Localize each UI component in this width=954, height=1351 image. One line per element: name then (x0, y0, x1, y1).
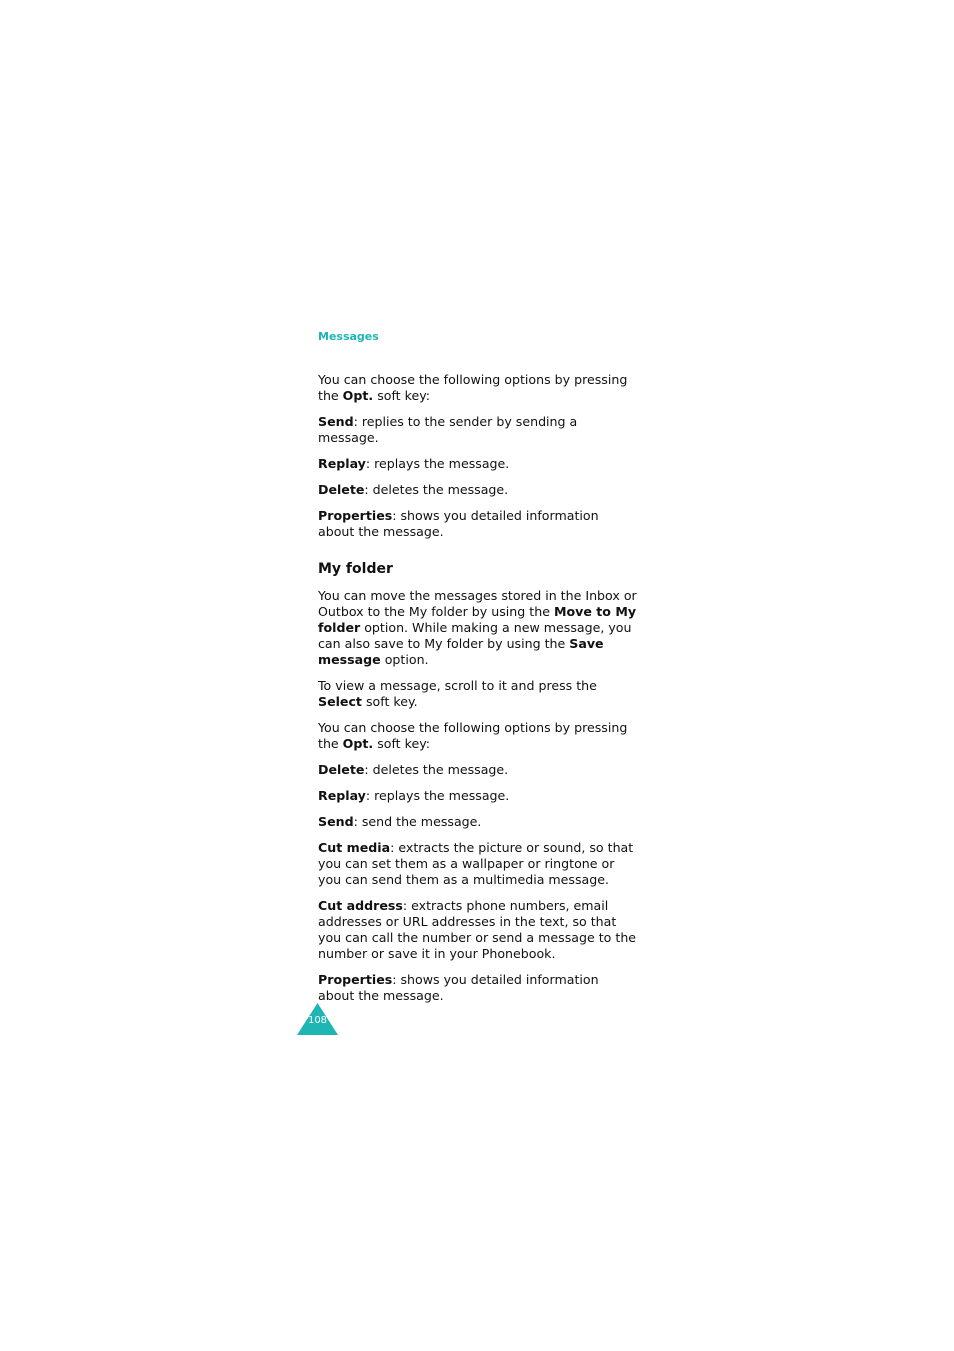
my-folder-paragraph-2: To view a message, scroll to it and press the Select soft key. (318, 678, 597, 709)
option-delete: Delete: deletes the message. (318, 482, 509, 497)
option-properties-2: Properties: shows you detailed information about the message. (318, 972, 599, 1003)
option-send-2: Send: send the message. (318, 814, 482, 829)
option-cut-address: Cut address: extracts phone numbers, email addresses or URL addresses in the text, so that you can call the number or send a message to the number or save it in your Phonebook. (318, 898, 637, 961)
option-properties: Properties: shows you detailed information about the message. (318, 508, 599, 539)
option-cut-media: Cut media: extracts the picture or sound, so that you can set them as a wallpaper or ringtone or you can send them as a multimedia message. (318, 840, 634, 887)
option-delete-2: Delete: deletes the message. (318, 762, 509, 777)
section-header: Messages (318, 330, 379, 343)
option-send: Send: replies to the sender by sending a message. (318, 414, 578, 445)
page-content (318, 372, 638, 1014)
my-folder-heading: My folder (318, 561, 393, 577)
my-folder-paragraph-1: You can move the messages stored in the Inbox or Outbox to the My folder by using the Move to My folder option. While making a new message, you can also save to My folder by using the Save message option. (318, 588, 637, 667)
page-number: 108 (307, 1015, 328, 1026)
intro-paragraph: You can choose the following options by pressing the Opt. soft key: (318, 372, 628, 403)
page-number-badge (297, 1003, 338, 1035)
option-replay-2: Replay: replays the message. (318, 788, 510, 803)
my-folder-paragraph-3: You can choose the following options by pressing the Opt. soft key: (318, 720, 628, 751)
option-replay: Replay: replays the message. (318, 456, 510, 471)
